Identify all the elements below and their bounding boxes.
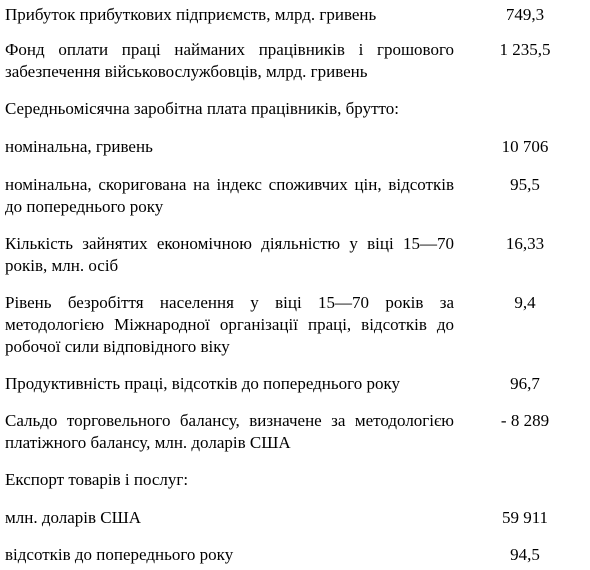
indicator-value: 94,5 [510, 545, 540, 564]
indicator-label: Сальдо торговельного балансу, визначене за методологією платіжного балансу, млн. доларів США [5, 411, 454, 452]
indicator-value: - 8 289 [500, 411, 550, 430]
indicator-label: Продуктивність праці, відсотків до попереднього року [5, 374, 400, 393]
indicator-value: 16,33 [505, 234, 545, 253]
indicator-label: номінальна, гривень [5, 137, 153, 156]
indicator-value: 9,4 [514, 293, 536, 312]
indicator-label: відсотків до попереднього року [5, 545, 234, 564]
indicator-label: Прибуток прибуткових підприємств, млрд. гривень [5, 5, 377, 24]
indicator-label: Рівень безробіття населення у віці 15—70 років за методологією Міжнародної організації праці, відсотків до робочої сили відповідного віку [5, 293, 454, 356]
indicator-value: 749,3 [505, 5, 545, 24]
indicator-value: 95,5 [510, 175, 540, 194]
indicator-label: Кількість зайнятих економічною діяльністю у віці 15—70 років, млн. осіб [5, 234, 454, 275]
indicator-value: 59 911 [501, 508, 549, 527]
indicator-value: 1 235,5 [499, 40, 551, 59]
indicator-label: млн. доларів США [5, 508, 142, 527]
indicator-value: 96,7 [510, 374, 540, 393]
section-heading: Експорт товарів і послуг: [5, 470, 189, 489]
section-heading: Середньомісячна заробітна плата працівників, брутто: [5, 99, 399, 118]
indicator-label: Фонд оплати праці найманих працівників і грошового забезпечення військовослужбовців, млрд. гривень [5, 40, 454, 81]
indicator-value: 10 706 [501, 137, 549, 156]
indicator-label: номінальна, скоригована на індекс споживчих цін, відсотків до попереднього року [5, 175, 454, 216]
